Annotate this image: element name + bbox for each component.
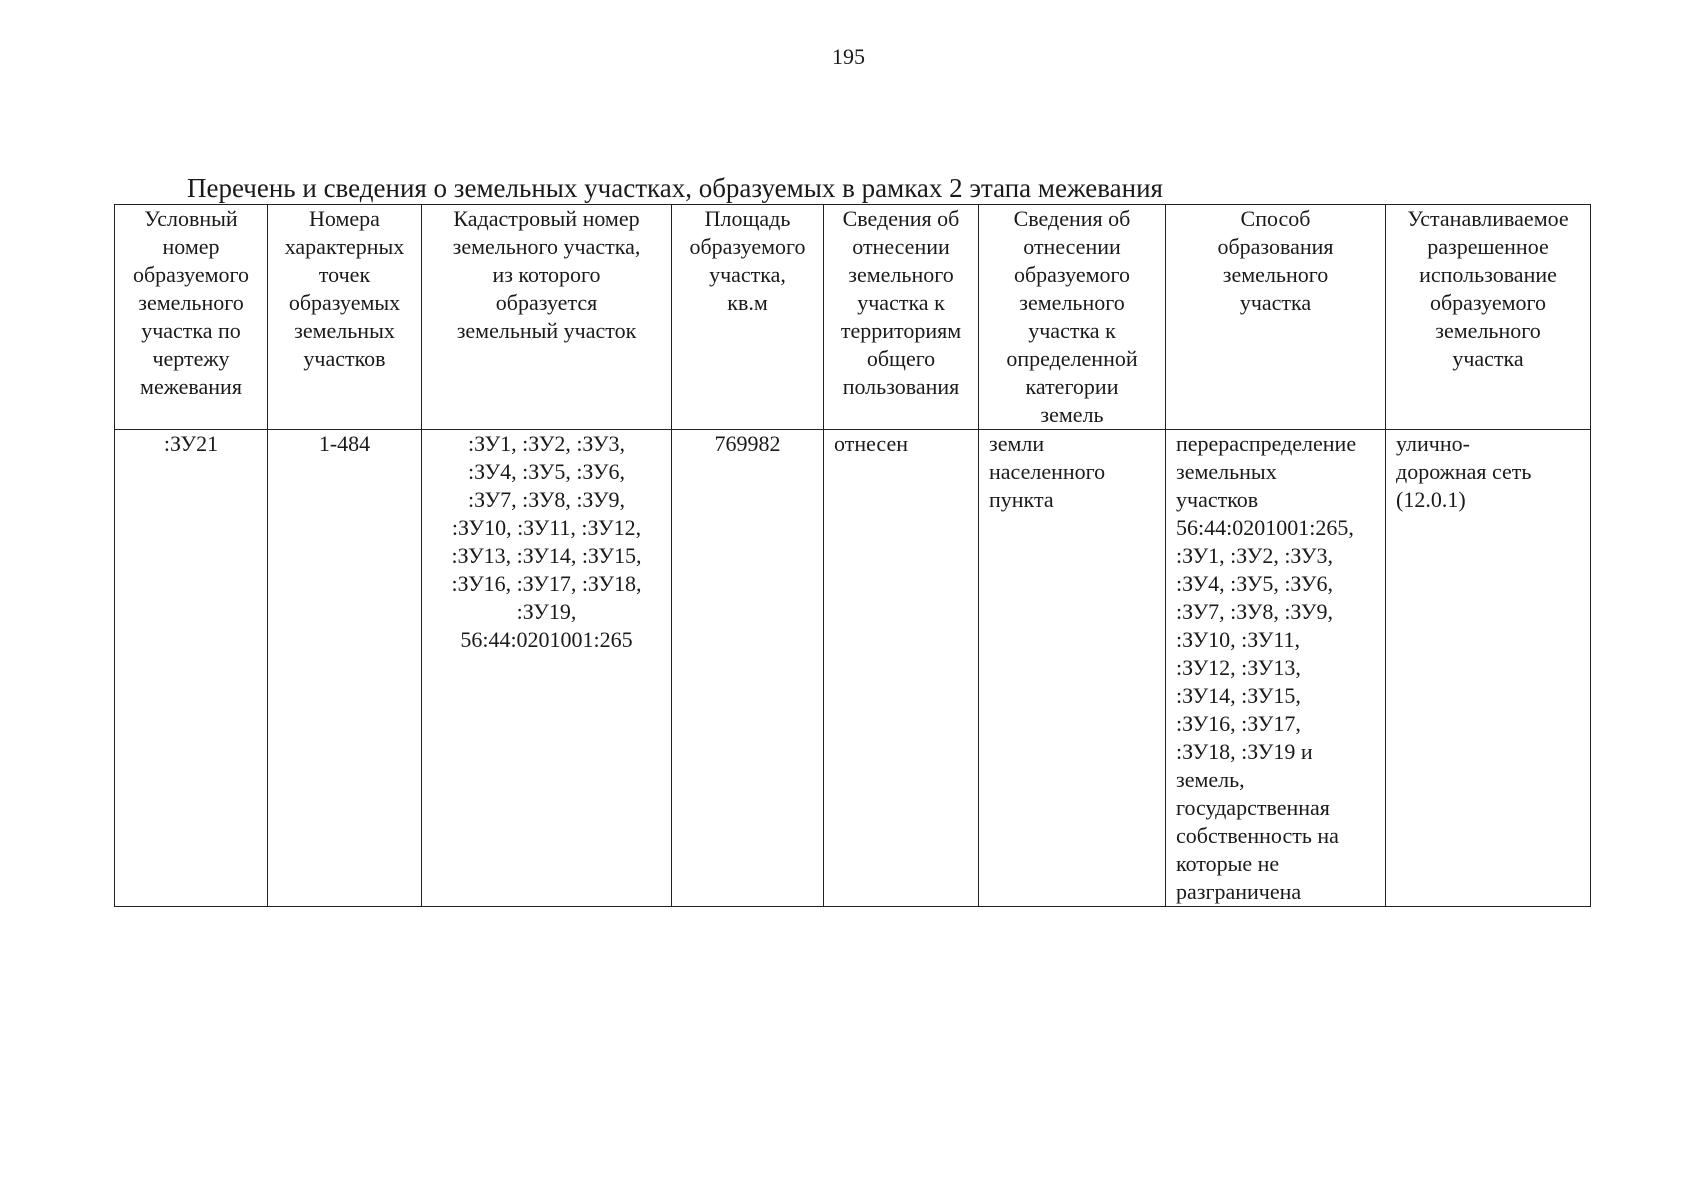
header-line: Способ [1240,206,1311,231]
cell-line: земель, [1176,767,1245,792]
header-line: Площадь [704,206,791,231]
cell-line: улично- [1396,431,1470,456]
page-number: 195 [832,44,865,69]
cell-line: :ЗУ10, :ЗУ11, [1176,627,1301,652]
cell-line: 769982 [714,431,781,456]
table-title: Перечень и сведения о земельных участках, образуемых в рамках 2 этапа межевания [187,173,1163,203]
header-line: образуемого [1013,262,1131,287]
cell-line: :ЗУ4, :ЗУ5, :ЗУ6, [1176,571,1333,596]
table-header-row [115,205,1591,430]
cell-line: :ЗУ7, :ЗУ8, :ЗУ9, [468,487,625,512]
cell-line: :ЗУ16, :ЗУ17, [1176,711,1301,736]
header-line: образуемого [1429,290,1547,315]
cell-line: :ЗУ1, :ЗУ2, :ЗУ3, [468,431,625,456]
header-line: земель [1040,402,1104,427]
header-line: участка к [857,290,945,315]
header-line: категории [1025,374,1119,399]
cell-line: :ЗУ19, [516,599,577,624]
header-line: земельного [1435,318,1541,343]
table-row [115,430,1591,907]
header-line: участков [303,346,386,371]
header-line: земельного [1019,290,1125,315]
cell-line: отнесен [834,431,908,456]
header-land-category [979,205,1166,430]
cell-line: :ЗУ21 [163,431,219,456]
header-line: Кадастровый номер [453,206,640,231]
header-line: образуется [495,290,598,315]
cell-public-territory [824,430,979,907]
cell-line: которые не [1176,851,1280,876]
cell-line: участков [1176,487,1259,512]
cell-line: земельных [1176,459,1277,484]
cell-land-category [979,430,1166,907]
table-body [115,430,1591,907]
header-point-numbers [268,205,422,430]
cell-line: собственность на [1176,823,1339,848]
cell-line: перераспределение [1176,431,1357,456]
cell-line: :ЗУ13, :ЗУ14, :ЗУ15, [451,543,642,568]
header-line: Номера [309,206,380,231]
header-line: межевания [140,374,242,399]
header-line: участка по [141,318,241,343]
header-line: пользования [842,374,960,399]
header-line: из которого [492,262,601,287]
cell-line: :ЗУ12, :ЗУ13, [1176,655,1301,680]
header-line: образуемых [288,290,401,315]
cell-line: :ЗУ4, :ЗУ5, :ЗУ6, [468,459,625,484]
header-line: Устанавливаемое [1407,206,1569,231]
cell-line: дорожная сеть [1396,459,1532,484]
header-line: образуемого [132,262,250,287]
header-line: земельных [294,318,395,343]
header-line: определенной [1006,346,1138,371]
header-line: Сведения об [1013,206,1131,231]
header-line: участка [1452,346,1524,371]
header-line: номер [162,234,220,259]
header-line: разрешенное [1427,234,1549,259]
header-line: земельного [1222,262,1329,287]
cell-area [672,430,824,907]
cell-line: :ЗУ1, :ЗУ2, :ЗУ3, [1176,543,1333,568]
cell-point-numbers [268,430,422,907]
header-line: земельного [138,290,244,315]
header-line: общего [866,346,936,371]
header-line: образования [1217,234,1334,259]
header-line: земельного [848,262,954,287]
cell-line: 56:44:0201001:265 [460,627,633,652]
cell-line: :ЗУ14, :ЗУ15, [1176,683,1301,708]
header-line: участка, [709,262,786,287]
cell-line: государственная [1176,795,1330,820]
header-line: чертежу [152,346,230,371]
cell-line: :ЗУ10, :ЗУ11, :ЗУ12, [451,515,642,540]
cell-line: 56:44:0201001:265, [1176,515,1354,540]
header-area [672,205,824,430]
header-line: образуемого [689,234,806,259]
header-line: участка к [1028,318,1116,343]
header-line: Условный [144,206,238,231]
cell-line: 1-484 [318,431,371,456]
header-line: участка [1239,290,1312,315]
header-conditional-number [115,205,268,430]
header-public-territory [824,205,979,430]
header-permitted-use [1386,205,1591,430]
header-line: отнесении [1023,234,1121,259]
cell-line: :ЗУ18, :ЗУ19 и [1176,739,1313,764]
header-line: Сведения об [842,206,960,231]
header-line: отнесении [852,234,950,259]
land-plots-table-container [114,204,1590,907]
header-line: земельного участка, [452,234,641,259]
header-cadastral-number [422,205,672,430]
cell-permitted-use [1386,430,1591,907]
cell-line: пункта [989,487,1054,512]
cell-line: населенного [989,459,1106,484]
cell-line: разграничена [1176,879,1302,904]
header-line: характерных [284,234,405,259]
header-line: кв.м [727,290,768,315]
cell-line: :ЗУ7, :ЗУ8, :ЗУ9, [1176,599,1333,624]
cell-cadastral-number [422,430,672,907]
cell-conditional-number [115,430,268,907]
header-formation-method [1166,205,1386,430]
header-line: земельный участок [456,318,637,343]
header-line: территориям [840,318,962,343]
cell-formation-method [1166,430,1386,907]
header-line: использование [1419,262,1557,287]
cell-line: :ЗУ16, :ЗУ17, :ЗУ18, [451,571,642,596]
header-line: точек [318,262,371,287]
land-plots-table [114,204,1591,907]
cell-line: земли [989,431,1045,456]
cell-line: (12.0.1) [1396,487,1466,512]
